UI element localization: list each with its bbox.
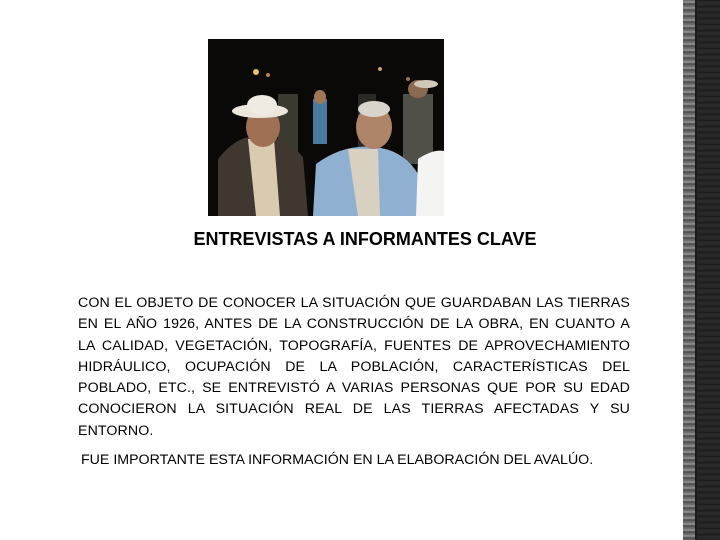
strip-texture: [697, 0, 720, 540]
paragraph-line: HIDRÁULICO, OCUPACIÓN DE LA POBLACIÓN, CARACTERÍSTICAS DEL: [78, 358, 630, 375]
paragraph-line: CONOCIERON LA SITUACIÓN REAL DE LAS TIERRAS AFECTADAS Y SU: [78, 401, 630, 418]
slide-title: ENTREVISTAS A INFORMANTES CLAVE: [193, 229, 537, 249]
paragraph-line: POBLADO, ETC., SE ENTREVISTÓ A VARIAS PERSONAS QUE POR SU EDAD: [78, 380, 630, 397]
paragraph-line: ENTORNO.: [78, 422, 154, 439]
paragraph-line: LA CALIDAD, VEGETACIÓN, TOPOGRAFÍA, FUENTES DE APROVECHAMIENTO: [78, 337, 630, 354]
paragraph-line: EN EL AÑO 1926, ANTES DE LA CONSTRUCCIÓN DE LA OBRA, EN CUANTO A: [78, 316, 630, 333]
interview-photo: [208, 39, 444, 216]
decorative-side-strip: [683, 0, 720, 540]
body-paragraph: [78, 293, 630, 442]
paragraph-line: CON EL OBJETO DE CONOCER LA SITUACIÓN QUE GUARDABAN LAS TIERRAS: [78, 295, 630, 311]
strip-edge: [683, 0, 695, 540]
closing-paragraph: FUE IMPORTANTE ESTA INFORMACIÓN EN LA ELABORACIÓN DEL AVALÚO.: [81, 452, 594, 468]
